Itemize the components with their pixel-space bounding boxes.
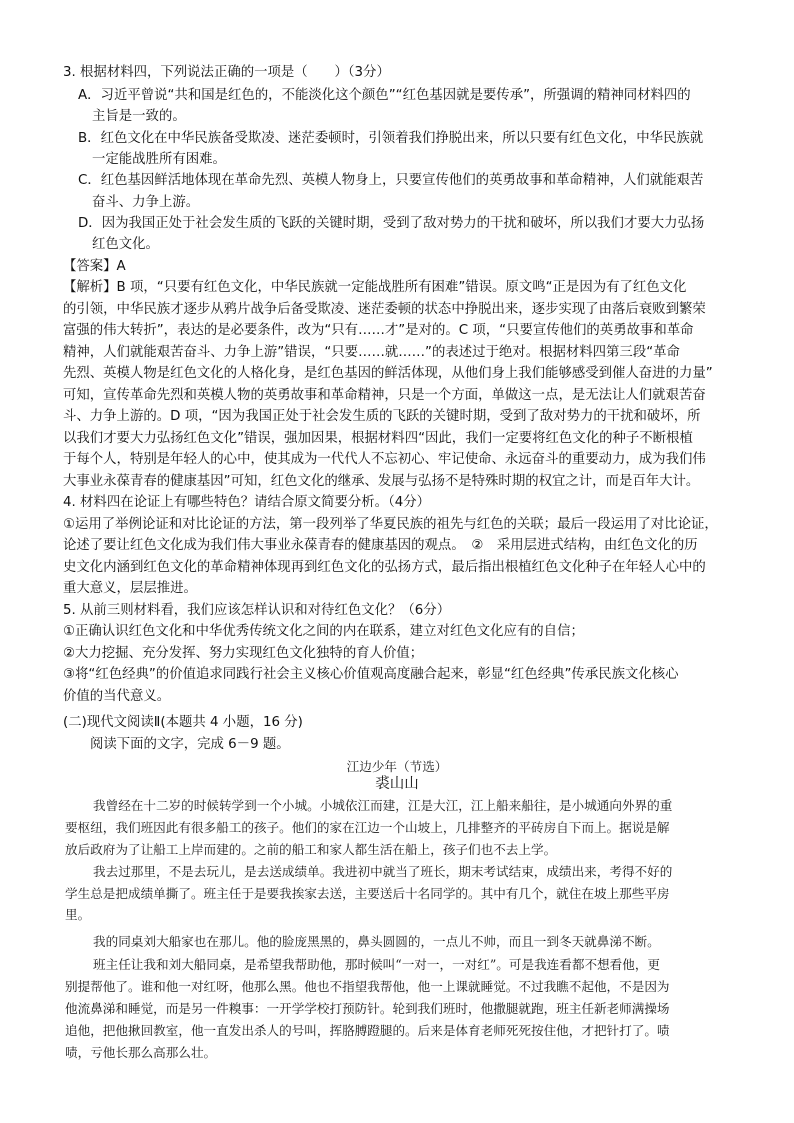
q3-analysis-line-8: 以我们才要大力弘扬红色文化”错误，强加因果，根据材料四“因此，我们一定要将红色文化的种子不断根植 [63,431,693,446]
q3-analysis-line-6: 可知，宣传革命先烈和英模人物的英勇故事和革命精神，只是一个方面，单做这一点，是无法让人们就艰苦奋 [63,388,706,403]
q4-answer-line-2: 论述了要让红色文化成为我们伟大事业永葆青春的健康基因的观点。 ② 采用层进式结构，由红色文化的历 [63,538,698,553]
q3-stem: 3. 根据材料四，下列说法正确的一项是（ ）（3分） [63,65,390,80]
q3-analysis-line-3: 富强的伟大转折”，表达的是必要条件，改为“只有……才”是对的。C 项，“只要宣传他们的英勇故事和革命 [63,323,694,338]
story-p2-line-1: 我去过那里，不是去玩儿，是去送成绩单。我进初中就当了班长，期末考试结束，成绩出来，考得不好的 [93,864,673,879]
story-p2-line-2: 学生总是把成绩单撕了。班主任于是要我挨家去送，主要送后十名同学的。其中有几个，就住在坡上那些平房 [65,886,670,901]
q3-option-b-line-1: B．红色文化在中华民族备受欺凌、迷茫委顿时，引领着我们挣脱出来，所以只要有红色文化，中华民族就 [78,131,704,146]
q3-analysis-line-10: 大事业永葆青春的健康基因”可知，红色文化的继承、发展与弘扬不是特殊时期的权宜之计，而是百年大计。 [63,474,700,489]
q3-analysis-line-9: 于每个人，特别是年轻人的心中，使其成为一代代人不忘初心、牢记使命、永远奋斗的重要动力，成为我们伟 [63,452,706,467]
q3-analysis-line-1: 【解析】B 项，“只要有红色文化，中华民族就一定能战胜所有困难”错误。原文鸣“正是因为有了红色文化 [63,280,687,295]
story-p4-line-3: 他流鼻涕和睡觉，而是另一件糗事：一开学学校打预防针。轮到我们班时，他撒腿就跑，班主任新老师满操场 [65,1001,670,1016]
q4-stem: 4. 材料四在论证上有哪些特色？请结合原文简要分析。（4分） [63,495,431,510]
q3-option-a-line-1: A．习近平曾说“共和国是红色的，不能淡化这个颜色”“红色基因就是要传承”，所强调的精神同材料四的 [78,88,691,103]
q3-option-a-line-2: 主旨是一致的。 [92,109,186,124]
story-title: 江边少年（节选） [346,759,448,774]
q3-option-c-line-2: 奋斗、力争上游。 [92,195,200,210]
q4-answer-line-1: ①运用了举例论证和对比论证的方法，第一段列举了华夏民族的祖先与红色的关联；最后一段运用了对比论证， [63,517,718,532]
q5-answer-line-4: 价值的当代意义。 [63,689,171,704]
q3-option-d-line-1: D．因为我国正处于社会发生质的飞跃的关键时期，受到了敌对势力的干扰和破坏，所以我们才要大力弘扬 [78,216,705,231]
story-author: 裘山山 [375,776,419,792]
q5-answer-line-3: ③将“红色经典”的价值追求同践行社会主义核心价值观高度融合起来，彰显“红色经典”传承民族文化核心 [63,667,679,682]
section2-heading: (二)现代文阅读Ⅱ(本题共 4 小题，16 分) [63,715,303,730]
story-p1-line-2: 要枢纽，我们班因此有很多船工的孩子。他们的家在江边一个山坡上，几排整齐的平砖房自下而上。据说是解 [65,820,670,835]
story-p2-line-3: 里。 [65,907,91,922]
story-p1-line-1: 我曾经在十二岁的时候转学到一个小城。小城依江而建，江是大江，江上船来船往，是小城通向外界的重 [93,798,673,813]
story-p4-line-1: 班主任让我和刘大船同桌，是希望我帮助他，那时候叫“一对一，一对红”。可是我连看都不想看他，更 [93,957,661,972]
q5-answer-line-1: ①正确认识红色文化和中华优秀传统文化之间的内在联系，建立对红色文化应有的自信； [63,624,584,639]
story-p4-line-5: 啧，亏他长那么高那么壮。 [65,1045,217,1060]
story-p4-line-4: 追他，把他揪回教室，他一直发出杀人的号叫，挥胳膊蹬腿的。后来是体育老师死死按住他，才把针打了。啧 [65,1023,670,1038]
q3-answer: 【答案】A [63,259,126,274]
story-p1-line-3: 放后政府为了让船工上岸而建的。之前的船工和家人都生活在船上，孩子们也不去上学。 [65,842,557,857]
section2-instruction: 阅读下面的文字，完成 6－9 题。 [90,737,290,752]
q4-answer-line-3: 史文化内涵到红色文化的革命精神体现再到红色文化的弘扬方式，最后指出根植红色文化种子在年轻人心中的 [63,560,706,575]
q3-option-c-line-1: C．红色基因鲜活地体现在革命先烈、英模人物身上，只要宣传他们的英勇故事和革命精神，人们就能艰苦 [78,173,704,188]
q3-analysis-line-7: 斗、力争上游的。D 项，“因为我国正处于社会发生质的飞跃的关键时期，受到了敌对势力的干扰和破坏，所 [63,409,701,424]
story-p3-line-1: 我的同桌刘大船家也在那儿。他的脸庞黑黑的，鼻头圆圆的，一点儿不帅，而且一到冬天就鼻涕不断。 [93,934,660,949]
q3-option-b-line-2: 一定能战胜所有困难。 [92,152,226,167]
q3-analysis-line-2: 的引领，中华民族才逐步从鸦片战争后备受欺凌、迷茫委顿的状态中挣脱出来，逐步实现了由落后衰败到繁荣 [63,302,706,317]
q5-stem: 5. 从前三则材料看，我们应该怎样认识和对待红色文化？（6分） [63,603,451,618]
q4-answer-line-4: 重大意义，层层推进。 [63,581,197,596]
story-p4-line-2: 别提帮他了。谁和他一对红呀，他那么黑。他也不指望我帮他，他一上课就睡觉。不过我瞧不起他，不是因为 [65,979,670,994]
q5-answer-line-2: ②大力挖掘、充分发挥、努力实现红色文化独特的育人价值； [63,646,424,661]
q3-analysis-line-4: 精神，人们就能艰苦奋斗、力争上游”错误，“只要……就……”的表述过于绝对。根据材料四第三段“革命 [63,345,680,360]
q3-option-d-line-2: 红色文化。 [92,237,159,252]
q3-analysis-line-5: 先烈、英模人物是红色文化的人格化身，是红色基因的鲜活体现，从他们身上我们能够感受到催人奋进的力量” [63,366,713,381]
